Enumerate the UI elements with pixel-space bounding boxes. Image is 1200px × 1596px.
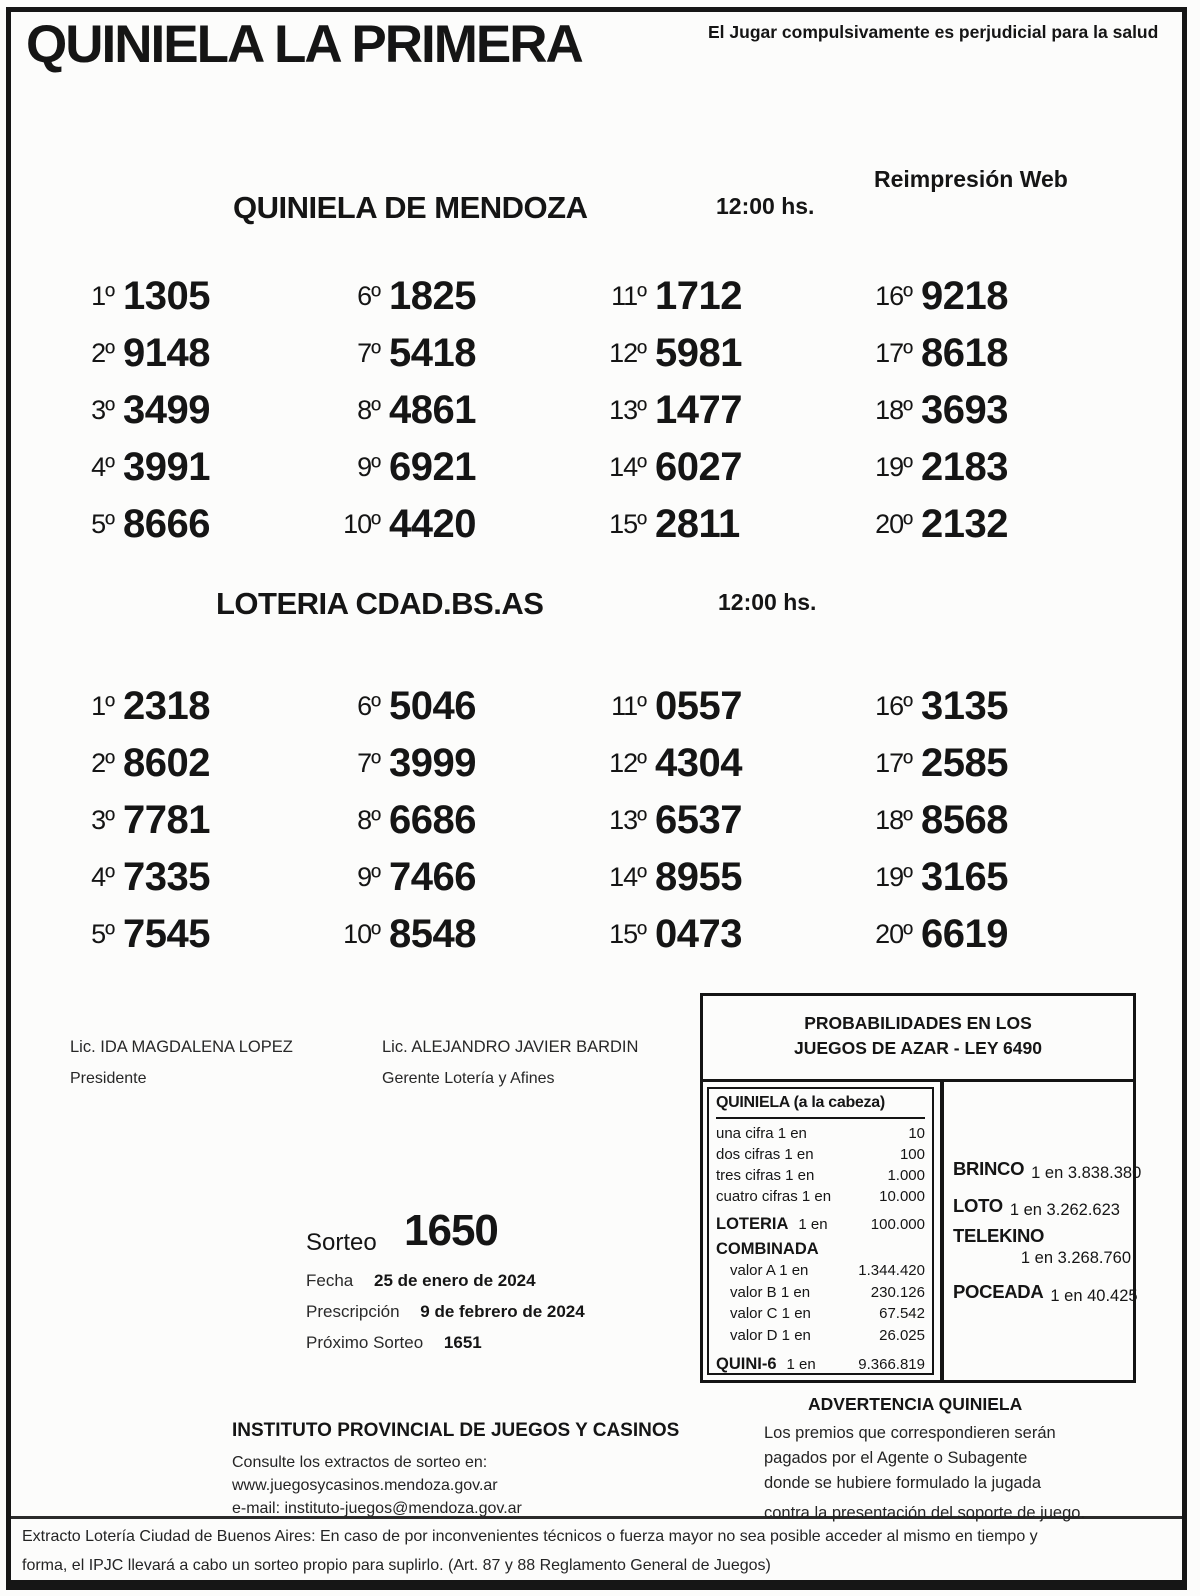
draw-info-value: 1651 <box>443 1333 482 1352</box>
result-position: 17º <box>875 748 912 778</box>
institute-name: INSTITUTO PROVINCIAL DE JUEGOS Y CASINOS <box>232 1420 680 1441</box>
odds-label: valor C 1 en <box>730 1305 811 1322</box>
odds-label: tres cifras 1 en <box>716 1167 815 1184</box>
other-games-panel <box>953 1082 1142 1380</box>
result-number: 5046 <box>389 684 476 728</box>
telekino-odds: 1 en 3.268.760 <box>1020 1249 1131 1267</box>
result-number: 5418 <box>389 331 476 375</box>
result-number: 0473 <box>655 912 742 956</box>
result-number: 8568 <box>921 798 1008 842</box>
result-number: 3999 <box>389 741 476 785</box>
result-cell <box>322 496 588 553</box>
result-cell <box>56 382 322 439</box>
result-number: 8548 <box>389 912 476 956</box>
result-cell <box>854 382 1120 439</box>
bsas-results-grid <box>56 678 1120 963</box>
result-number: 4861 <box>389 388 476 432</box>
result-position: 7º <box>357 748 380 778</box>
result-cell <box>854 735 1120 792</box>
result-position: 13º <box>609 395 646 425</box>
signature-president <box>70 1038 293 1088</box>
result-cell <box>56 496 322 553</box>
result-cell <box>56 792 322 849</box>
result-cell <box>588 792 854 849</box>
result-number: 7781 <box>123 798 210 842</box>
odds-mid: 1 en <box>786 1356 816 1373</box>
draw-info-row <box>306 1332 585 1353</box>
draw-info-rows <box>306 1270 585 1363</box>
result-number: 5981 <box>655 331 742 375</box>
odds-label: una cifra 1 en <box>716 1125 807 1142</box>
result-number: 4420 <box>389 502 476 546</box>
result-cell <box>588 496 854 553</box>
result-number: 3135 <box>921 684 1008 728</box>
odds-label: QUINI-6 <box>716 1355 777 1373</box>
result-cell <box>854 849 1120 906</box>
result-cell <box>588 906 854 963</box>
advertencia-line: pagados por el Agente o Subagente <box>764 1449 1028 1467</box>
result-position: 13º <box>609 805 646 835</box>
mendoza-draw-time: 12:00 hs. <box>716 193 815 219</box>
institute-email: e-mail: instituto-juegos@mendoza.gov.ar <box>232 1500 522 1517</box>
panel-divider <box>940 1082 944 1380</box>
result-number: 6619 <box>921 912 1008 956</box>
odds-value: 10.000 <box>879 1188 925 1205</box>
advertencia-line: contra la presentación del soporte de juego. <box>764 1504 1086 1522</box>
result-cell <box>56 268 322 325</box>
result-number: 8666 <box>123 502 210 546</box>
result-cell <box>322 792 588 849</box>
health-warning: El Jugar compulsivamente es perjudicial para la salud <box>708 22 1159 42</box>
odds-label: cuatro cifras 1 en <box>716 1188 832 1205</box>
result-cell <box>854 496 1120 553</box>
result-position: 15º <box>609 919 646 949</box>
result-number: 1477 <box>655 388 742 432</box>
odds-label: dos cifras 1 en <box>716 1146 814 1163</box>
game-odds: 1 en 3.838.380 <box>1031 1164 1142 1182</box>
result-position: 14º <box>609 862 646 892</box>
result-position: 6º <box>357 691 380 721</box>
result-number: 3991 <box>123 445 210 489</box>
result-number: 6686 <box>389 798 476 842</box>
result-number: 3165 <box>921 855 1008 899</box>
probabilities-title-line2: JUEGOS DE AZAR - LEY 6490 <box>794 1038 1042 1058</box>
draw-info-label: Prescripción <box>306 1302 400 1321</box>
result-number: 6921 <box>389 445 476 489</box>
combinada-heading: COMBINADA <box>716 1240 819 1258</box>
odds-row <box>716 1144 925 1165</box>
draw-info-value: 25 de enero de 2024 <box>373 1271 536 1290</box>
footer-line: Extracto Lotería Ciudad de Buenos Aires: En caso de por inconvenientes técnicos o fuerza mayor no sea posible acceder al mismo en tiempo y <box>22 1528 1038 1545</box>
probabilities-title <box>703 996 1133 1082</box>
result-cell <box>854 792 1120 849</box>
result-number: 7335 <box>123 855 210 899</box>
sorteo-number: 1650 <box>404 1206 498 1255</box>
result-position: 10º <box>343 919 380 949</box>
result-cell <box>322 735 588 792</box>
result-position: 8º <box>357 805 380 835</box>
result-position: 20º <box>875 509 912 539</box>
result-position: 5º <box>91 509 114 539</box>
odds-value: 67.542 <box>879 1305 925 1322</box>
result-number: 4304 <box>655 741 742 785</box>
result-position: 16º <box>875 281 912 311</box>
result-cell <box>588 382 854 439</box>
bsas-draw-time: 12:00 hs. <box>718 589 817 615</box>
loto-odds-row <box>953 1195 1131 1217</box>
result-number: 9148 <box>123 331 210 375</box>
result-cell <box>854 325 1120 382</box>
result-number: 0557 <box>655 684 742 728</box>
result-position: 16º <box>875 691 912 721</box>
result-position: 8º <box>357 395 380 425</box>
result-position: 6º <box>357 281 380 311</box>
result-cell <box>56 906 322 963</box>
signature-name: Lic. IDA MAGDALENA LOPEZ <box>70 1038 293 1056</box>
result-cell <box>588 325 854 382</box>
result-cell <box>588 735 854 792</box>
result-number: 1825 <box>389 274 476 318</box>
bsas-draw-title: LOTERIA CDAD.BS.AS <box>216 586 544 621</box>
footer-note <box>22 1523 1180 1580</box>
result-number: 1305 <box>123 274 210 318</box>
probabilities-title-line1: PROBABILIDADES EN LOS <box>804 1013 1032 1033</box>
result-position: 11º <box>611 691 646 721</box>
odds-label: valor B 1 en <box>730 1283 811 1301</box>
game-name: BRINCO <box>953 1158 1025 1179</box>
result-position: 2º <box>91 338 114 368</box>
result-number: 7466 <box>389 855 476 899</box>
odds-value: 100.000 <box>870 1216 925 1233</box>
signature-manager <box>382 1038 638 1088</box>
result-position: 3º <box>91 805 114 835</box>
result-position: 12º <box>609 748 646 778</box>
poceada-odds-row <box>953 1281 1138 1305</box>
result-cell <box>322 268 588 325</box>
result-number: 8955 <box>655 855 742 899</box>
odds-row <box>716 1325 925 1347</box>
result-position: 1º <box>91 691 114 721</box>
result-cell <box>588 849 854 906</box>
reprint-label: Reimpresión Web <box>874 166 1068 192</box>
result-position: 19º <box>875 452 912 482</box>
result-cell <box>588 678 854 735</box>
result-cell <box>588 268 854 325</box>
loteria-odds-row <box>716 1213 925 1236</box>
game-odds: 1 en 40.425 <box>1050 1287 1138 1305</box>
result-position: 3º <box>91 395 114 425</box>
result-number: 3499 <box>123 388 210 432</box>
quini6-odds-row <box>716 1353 925 1376</box>
result-position: 7º <box>357 338 380 368</box>
result-position: 11º <box>611 281 646 311</box>
result-position: 5º <box>91 919 114 949</box>
odds-label: LOTERIA <box>716 1215 789 1233</box>
result-number: 6537 <box>655 798 742 842</box>
result-position: 4º <box>91 452 114 482</box>
odds-row <box>716 1165 925 1186</box>
result-number: 2318 <box>123 684 210 728</box>
game-name: POCEADA <box>953 1281 1044 1302</box>
result-number: 8602 <box>123 741 210 785</box>
odds-row <box>716 1260 925 1282</box>
result-position: 19º <box>875 862 912 892</box>
result-cell <box>854 678 1120 735</box>
draw-info-label: Próximo Sorteo <box>306 1333 424 1352</box>
institute-note: Consulte los extractos de sorteo en: <box>232 1454 488 1471</box>
combinada-odds-rows <box>716 1260 925 1346</box>
result-cell <box>854 439 1120 496</box>
result-cell <box>322 849 588 906</box>
result-position: 9º <box>357 862 380 892</box>
odds-value: 100 <box>899 1146 925 1163</box>
quiniela-odds-heading: QUINIELA (a la cabeza) <box>716 1094 925 1119</box>
result-position: 20º <box>875 919 912 949</box>
result-number: 8618 <box>921 331 1008 375</box>
result-cell <box>588 439 854 496</box>
odds-value: 10 <box>908 1125 925 1142</box>
result-position: 15º <box>609 509 646 539</box>
result-number: 6027 <box>655 445 742 489</box>
advertencia-text <box>764 1421 1085 1526</box>
result-number: 2811 <box>655 502 740 546</box>
result-number: 7545 <box>123 912 210 956</box>
result-cell <box>56 849 322 906</box>
odds-row <box>716 1282 925 1304</box>
institute-block <box>232 1420 679 1520</box>
draw-info-value: 9 de febrero de 2024 <box>420 1302 585 1321</box>
odds-value: 26.025 <box>879 1326 925 1344</box>
draw-info-label: Fecha <box>306 1271 354 1290</box>
result-position: 9º <box>357 452 380 482</box>
brinco-odds-row <box>953 1158 1142 1182</box>
result-cell <box>322 439 588 496</box>
probabilities-body <box>703 1082 1142 1380</box>
result-position: 18º <box>875 805 912 835</box>
signature-role: Gerente Lotería y Afines <box>382 1070 555 1087</box>
advertencia-line: Los premios que correspondieren serán <box>764 1424 1056 1442</box>
game-name: LOTO <box>953 1195 1003 1216</box>
result-position: 2º <box>91 748 114 778</box>
signature-role: Presidente <box>70 1070 147 1087</box>
footer-line: forma, el IPJC llevará a cabo un sorteo propio para suplirlo. (Art. 87 y 88 Reglamento General de Juegos) <box>22 1556 771 1574</box>
result-cell <box>322 906 588 963</box>
quiniela-odds-panel <box>707 1087 934 1375</box>
result-position: 12º <box>609 338 646 368</box>
telekino-name: TELEKINO <box>953 1225 1045 1246</box>
result-cell <box>56 439 322 496</box>
odds-value: 9.366.819 <box>858 1356 925 1373</box>
result-cell <box>322 678 588 735</box>
result-position: 10º <box>343 509 380 539</box>
institute-website: www.juegosycasinos.mendoza.gov.ar <box>232 1477 498 1494</box>
mendoza-draw-title: QUINIELA DE MENDOZA <box>233 190 588 225</box>
advertencia-line: donde se hubiere formulado la jugada <box>764 1474 1042 1492</box>
result-number: 2183 <box>921 445 1008 489</box>
result-cell <box>854 906 1120 963</box>
draw-info-row <box>306 1301 585 1322</box>
result-cell <box>56 678 322 735</box>
result-cell <box>56 325 322 382</box>
result-number: 2132 <box>921 502 1008 546</box>
signature-name: Lic. ALEJANDRO JAVIER BARDIN <box>382 1038 639 1056</box>
result-position: 4º <box>91 862 114 892</box>
odds-row <box>716 1186 925 1207</box>
odds-row <box>716 1303 925 1325</box>
result-position: 17º <box>875 338 912 368</box>
odds-label: valor A 1 en <box>730 1262 809 1279</box>
result-number: 9218 <box>921 274 1008 318</box>
result-cell <box>56 735 322 792</box>
result-position: 1º <box>91 281 114 311</box>
result-position: 18º <box>875 395 912 425</box>
advertencia-title: ADVERTENCIA QUINIELA <box>808 1394 1023 1414</box>
mendoza-results-grid <box>56 268 1120 553</box>
draw-info-row <box>306 1270 585 1291</box>
game-odds: 1 en 3.262.623 <box>1009 1201 1120 1219</box>
result-cell <box>322 382 588 439</box>
result-number: 3693 <box>921 388 1008 432</box>
result-number: 2585 <box>921 741 1008 785</box>
result-number: 1712 <box>655 274 742 318</box>
odds-value: 1.344.420 <box>858 1262 925 1279</box>
odds-label: valor D 1 en <box>730 1326 811 1344</box>
result-cell <box>854 268 1120 325</box>
odds-mid: 1 en <box>798 1216 828 1233</box>
result-cell <box>322 325 588 382</box>
probabilities-box <box>700 993 1142 1383</box>
page-title: QUINIELA LA PRIMERA <box>26 15 582 74</box>
odds-value: 230.126 <box>870 1283 925 1301</box>
sorteo-label: Sorteo <box>306 1229 377 1256</box>
odds-row <box>716 1123 925 1144</box>
quiniela-odds-rows <box>716 1123 925 1207</box>
odds-value: 1.000 <box>887 1167 925 1184</box>
result-position: 14º <box>609 452 646 482</box>
